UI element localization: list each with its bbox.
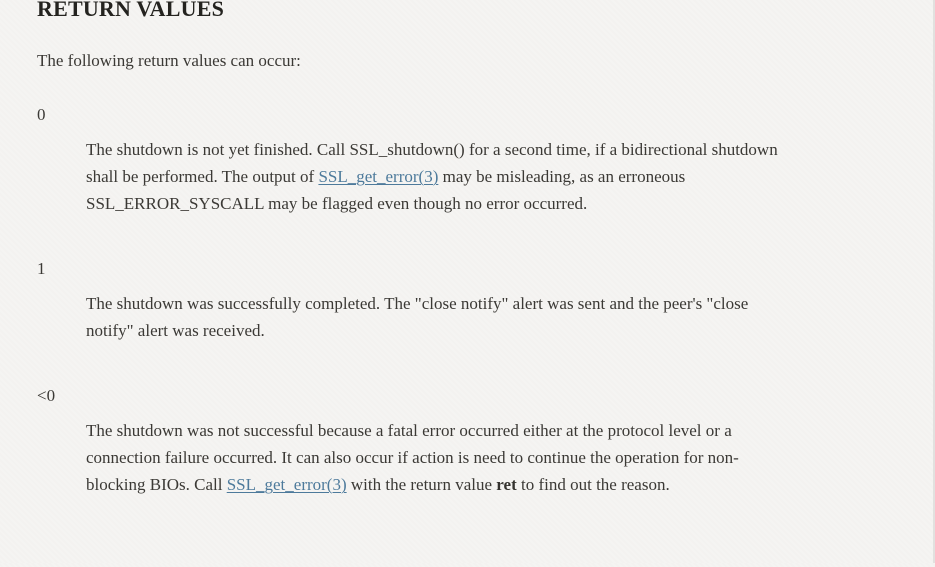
ssl-get-error-link[interactable]: SSL_get_error(3) — [226, 475, 347, 494]
return-value-description — [86, 136, 798, 217]
bold-text: ret — [496, 475, 517, 494]
description-text: The shutdown is not yet finished. Call SSL_shutdown() for a second time, if a bidirectional shutdown shall be performed. The output of — [86, 140, 778, 186]
description-text: may be misleading, as an erroneous SSL_ERROR_SYSCALL may be flagged even though no error occurred. — [86, 167, 686, 213]
return-value-term: 0 — [37, 105, 46, 124]
ssl-get-error-link[interactable]: SSL_get_error(3) — [318, 167, 439, 186]
description-text: to find out the reason. — [516, 475, 670, 494]
return-value-term: 1 — [37, 259, 46, 278]
section-heading: RETURN VALUES — [37, 0, 225, 21]
description-text: with the return value — [346, 475, 497, 494]
intro-text: The following return values can occur: — [37, 51, 301, 70]
return-value-description — [86, 417, 798, 498]
description-text: The shutdown was successfully completed. The "close notify" alert was sent and the peer's "close notify" alert was received. — [86, 294, 749, 340]
description-text: The shutdown was not successful because a fatal error occurred either at the protocol level or a connection failure occurred. It can also occur if action is need to continue the operation for non-blocking BIOs. Call — [86, 421, 739, 494]
return-value-term: <0 — [37, 386, 56, 405]
return-value-description — [86, 290, 798, 344]
return-values-list — [37, 101, 893, 498]
